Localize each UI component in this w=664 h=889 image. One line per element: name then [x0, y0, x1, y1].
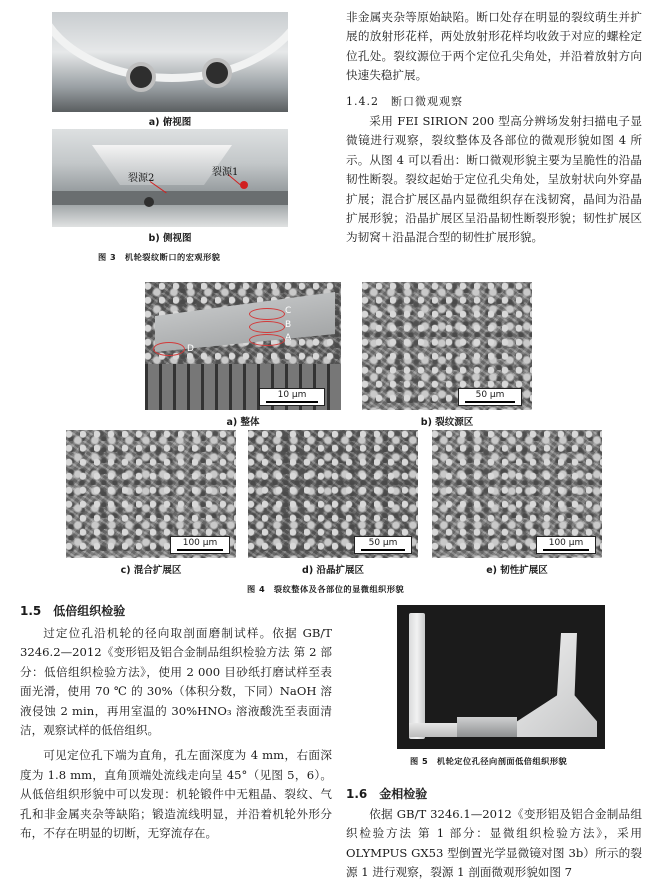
label-crack-source-2: 裂源2: [128, 173, 155, 184]
paragraph-metallography: 依据 GB/T 3246.1—2012《变形铝及铝合金制品组织检验方法 第 1 部分：显微组织检验方法》，采用 OLYMPUS GX53 型倒置光学显微镜对图 3b）所示的裂源 1 进行观察，裂源 1 剖面微观形貌如图 7: [346, 807, 642, 880]
paragraph-macro-method: 过定位孔沿机轮的径向取剖面磨制试样。依据 GB/T 3246.2—2012《变形铝及铝合金制品组织检验方法 第 2 部分：低倍组织检验方法》，使用 2 000 目砂纸打磨试样至表面光滑，使用 70 ℃ 的 30%（体积分数，下同）NaOH 溶液侵蚀 2 min，再用室温的 30%HNO₃ 溶液酸洗至表面清洁，观察试样的低倍组织。: [20, 626, 332, 738]
fig3b-photo: [52, 129, 288, 227]
region-c-oval: [249, 308, 285, 320]
fig3a-caption: a) 俯视图: [148, 117, 192, 128]
wheel-rim-shape: [52, 12, 288, 82]
section-1-5-heading: 1.5 低倍组织检验: [20, 604, 126, 618]
label-crack-source-1: 裂源1: [212, 167, 239, 178]
fig4e-caption: e) 韧性扩展区: [486, 565, 548, 576]
fig5-macro-section-photo: [397, 605, 605, 749]
region-b-oval: [249, 321, 285, 333]
scale-label-c: 100 μm: [182, 538, 218, 548]
scale-label-a: 10 μm: [277, 390, 307, 400]
fig4-caption: 图 4 裂纹整体及各部位的显微组织形貌: [247, 584, 405, 594]
fig4d-sem-image: [248, 430, 418, 558]
fig4b-caption: b) 裂纹源区: [420, 417, 474, 428]
fig4b-sem-image: [362, 282, 532, 410]
fig3b-caption: b) 侧视图: [148, 233, 192, 244]
section-1-6-body: [346, 805, 642, 883]
paragraph-macro-results: 可见定位孔下端为直角，孔左面深度为 4 mm，右面深度为 1.8 mm，直角顶端处流线走向呈 45°（见图 5，6）。从低倍组织形貌中可以发现：机轮锻件中无粗晶、裂纹、气孔和非金属夹杂等缺陷；锻造流线明显，并沿着机轮外形分布，不存在明显的切断，无穿流存在。: [20, 748, 332, 841]
crack-band: [52, 191, 288, 205]
right-column-micro: [346, 112, 642, 248]
scale-bar-e: [536, 536, 596, 554]
section-right-flange: [517, 633, 597, 737]
scale-bar-d: [354, 536, 412, 554]
bolt-hole-right: [202, 58, 232, 88]
right-column-top: [346, 8, 642, 86]
fig4a-caption: a) 整体: [226, 417, 260, 428]
label-d: D: [187, 344, 194, 354]
region-a-oval: [249, 334, 285, 346]
scale-label-b: 50 μm: [475, 390, 505, 400]
paragraph-micro-observation: 采用 FEI SIRION 200 型高分辨场发射扫描电子显微镜进行观察，裂纹整体及各部位的微观形貌如图 4 所示。从图 4 可以看出：断口微观形貌主要为呈脆性的沿晶韧性断裂。裂纹起始于定位孔尖角处，呈放射状向外穿晶扩展；混合扩展区晶内显微组织存在浅韧窝，晶间为沿晶扩展形貌；沿晶扩展区呈沿晶韧性断裂形貌；韧性扩展区为韧窝＋沿晶混合型的韧性扩展形貌。: [346, 114, 642, 245]
scale-label-e: 100 μm: [548, 538, 584, 548]
scale-label-d: 50 μm: [368, 538, 398, 548]
section-1-5-body: [20, 624, 332, 843]
fig4c-sem-image: [66, 430, 236, 558]
bolt-hole-left: [126, 62, 156, 92]
section-base-mid: [457, 717, 517, 737]
label-c: C: [285, 306, 292, 316]
fig3-caption: 图 3 机轮裂纹断口的宏观形貌: [98, 252, 221, 262]
wheel-hub-shape: [92, 145, 232, 185]
fig4e-sem-image: [432, 430, 602, 558]
scale-bar-a: [259, 388, 325, 406]
fig3a-photo: [52, 12, 288, 112]
paragraph-defects: 非金属夹杂等原始缺陷。断口处存在明显的裂纹萌生并扩展的放射形花样，两处放射形花样均收敛于对应的螺栓定位孔处。裂纹源位于两个定位孔尖角处，并沿着放射方向快速失稳扩展。: [346, 10, 642, 83]
fig4d-caption: d) 沿晶扩展区: [302, 565, 364, 576]
fig4a-sem-image: [145, 282, 341, 410]
subsection-1-4-2: 1.4.2 断口微观观察: [346, 95, 463, 108]
crack-source-1-mark: [240, 181, 248, 189]
scale-bar-b: [458, 388, 522, 406]
fig4c-caption: c) 混合扩展区: [120, 565, 182, 576]
crack-source-2-mark: [144, 197, 154, 207]
scale-bar-c: [170, 536, 230, 554]
section-left-wall: [409, 613, 425, 739]
section-1-6-heading: 1.6 金相检验: [346, 787, 428, 801]
label-b: B: [285, 320, 292, 330]
crack-surface-shape: [155, 292, 335, 352]
fig5-caption: 图 5 机轮定位孔径向剖面低倍组织形貌: [410, 756, 568, 766]
label-a: A: [285, 333, 292, 343]
region-d-oval: [153, 342, 185, 356]
